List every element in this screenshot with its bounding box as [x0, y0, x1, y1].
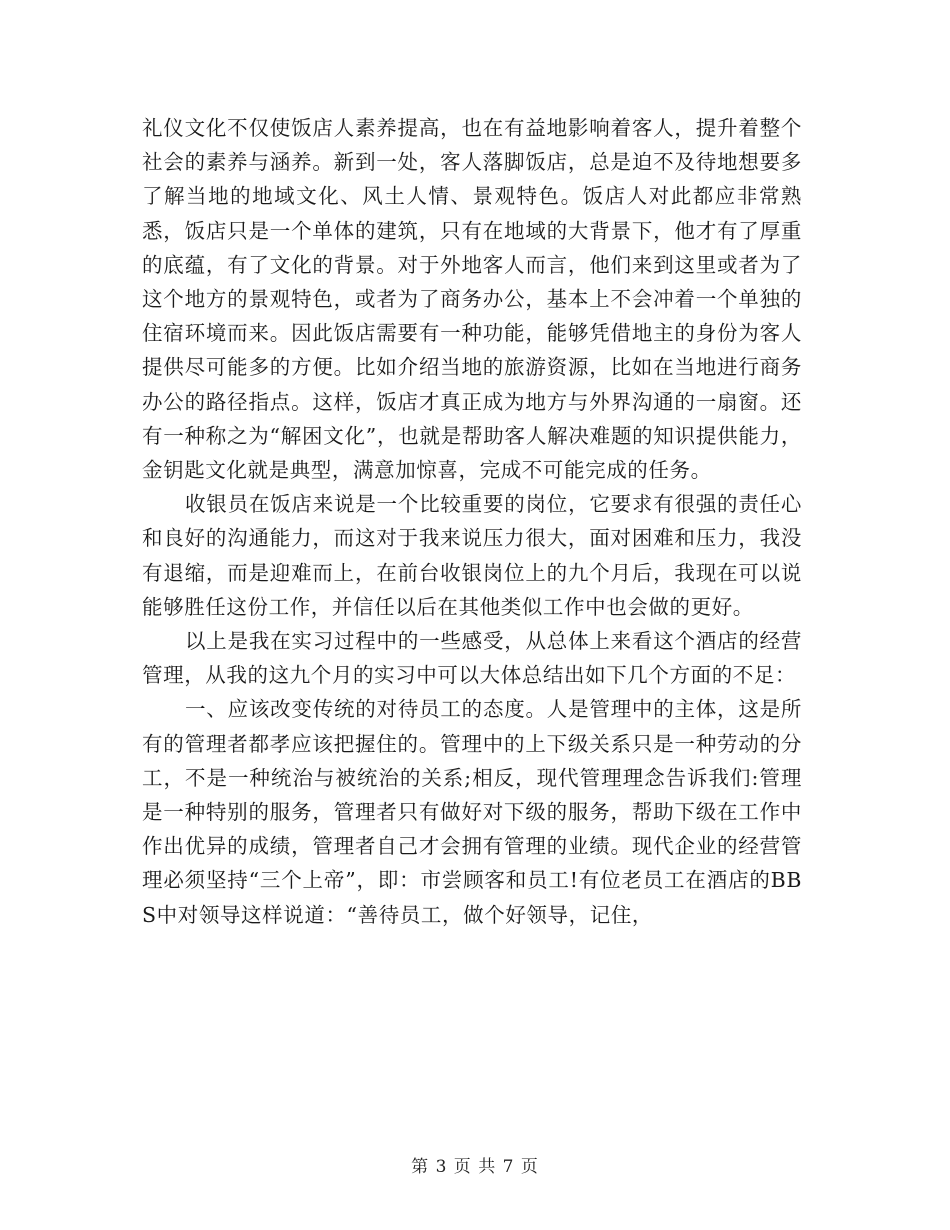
paragraph-cashier-role: 收银员在饭店来说是一个比较重要的岗位，它要求有很强的责任心和良好的沟通能力，而这对于我来说压力很大，面对困难和压力，我没有退缩，而是迎难而上，在前台收银岗位上的九个月后，我现在可以说能够胜任这份工作，并信任以后在其他类似工作中也会做的更好。 — [142, 492, 802, 619]
paragraph-etiquette-culture: 礼仪文化不仅使饭店人素养提高，也在有益地影响着客人，提升着整个社会的素养与涵养。新到一处，客人落脚饭店，总是迫不及待地想要多了解当地的地域文化、风土人情、景观特色。饭店人对此都应非常熟悉，饭店只是一个单体的建筑，只有在地域的大背景下，他才有了厚重的底蕴，有了文化的背景。对于外地客人而言，他们来到这里或者为了这个地方的景观特色，或者为了商务办公，基本上不会冲着一个单独的住宿环境而来。因此饭店需要有一种功能，能够凭借地主的身份为客人提供尽可能多的方便。比如介绍当地的旅游资源，比如在当地进行商务办公的路径指点。这样，饭店才真正成为地方与外界沟通的一扇窗。还有一种称之为“解困文化”，也就是帮助客人解决难题的知识提供能力，金钥匙文化就是典型，满意加惊喜，完成不可能完成的任务。 — [142, 116, 802, 483]
document-body — [142, 111, 802, 932]
paragraph-point-one: 一、应该改变传统的对待员工的态度。人是管理中的主体，这是所有的管理者都孝应该把握住的。管理中的上下级关系只是一种劳动的分工，不是一种统治与被统治的关系;相反，现代管理理念告诉我们:管理是一种特别的服务，管理者只有做好对下级的服务，帮助下级在工作中作出优异的成绩，管理者自己才会拥有管理的业绩。现代企业的经营管理必须坚持“三个上帝”，即：市尝顾客和员工!有位老员工在酒店的BBS中对领导这样说道：“善待员工，做个好领导，记住， — [142, 697, 802, 927]
paragraph-summary-intro: 以上是我在实习过程中的一些感受，从总体上来看这个酒店的经营管理，从我的这九个月的实习中可以大体总结出如下几个方面的不足： — [142, 629, 802, 688]
page-number-label: 第 3 页 共 7 页 — [411, 1157, 539, 1177]
page-footer — [0, 1152, 950, 1177]
